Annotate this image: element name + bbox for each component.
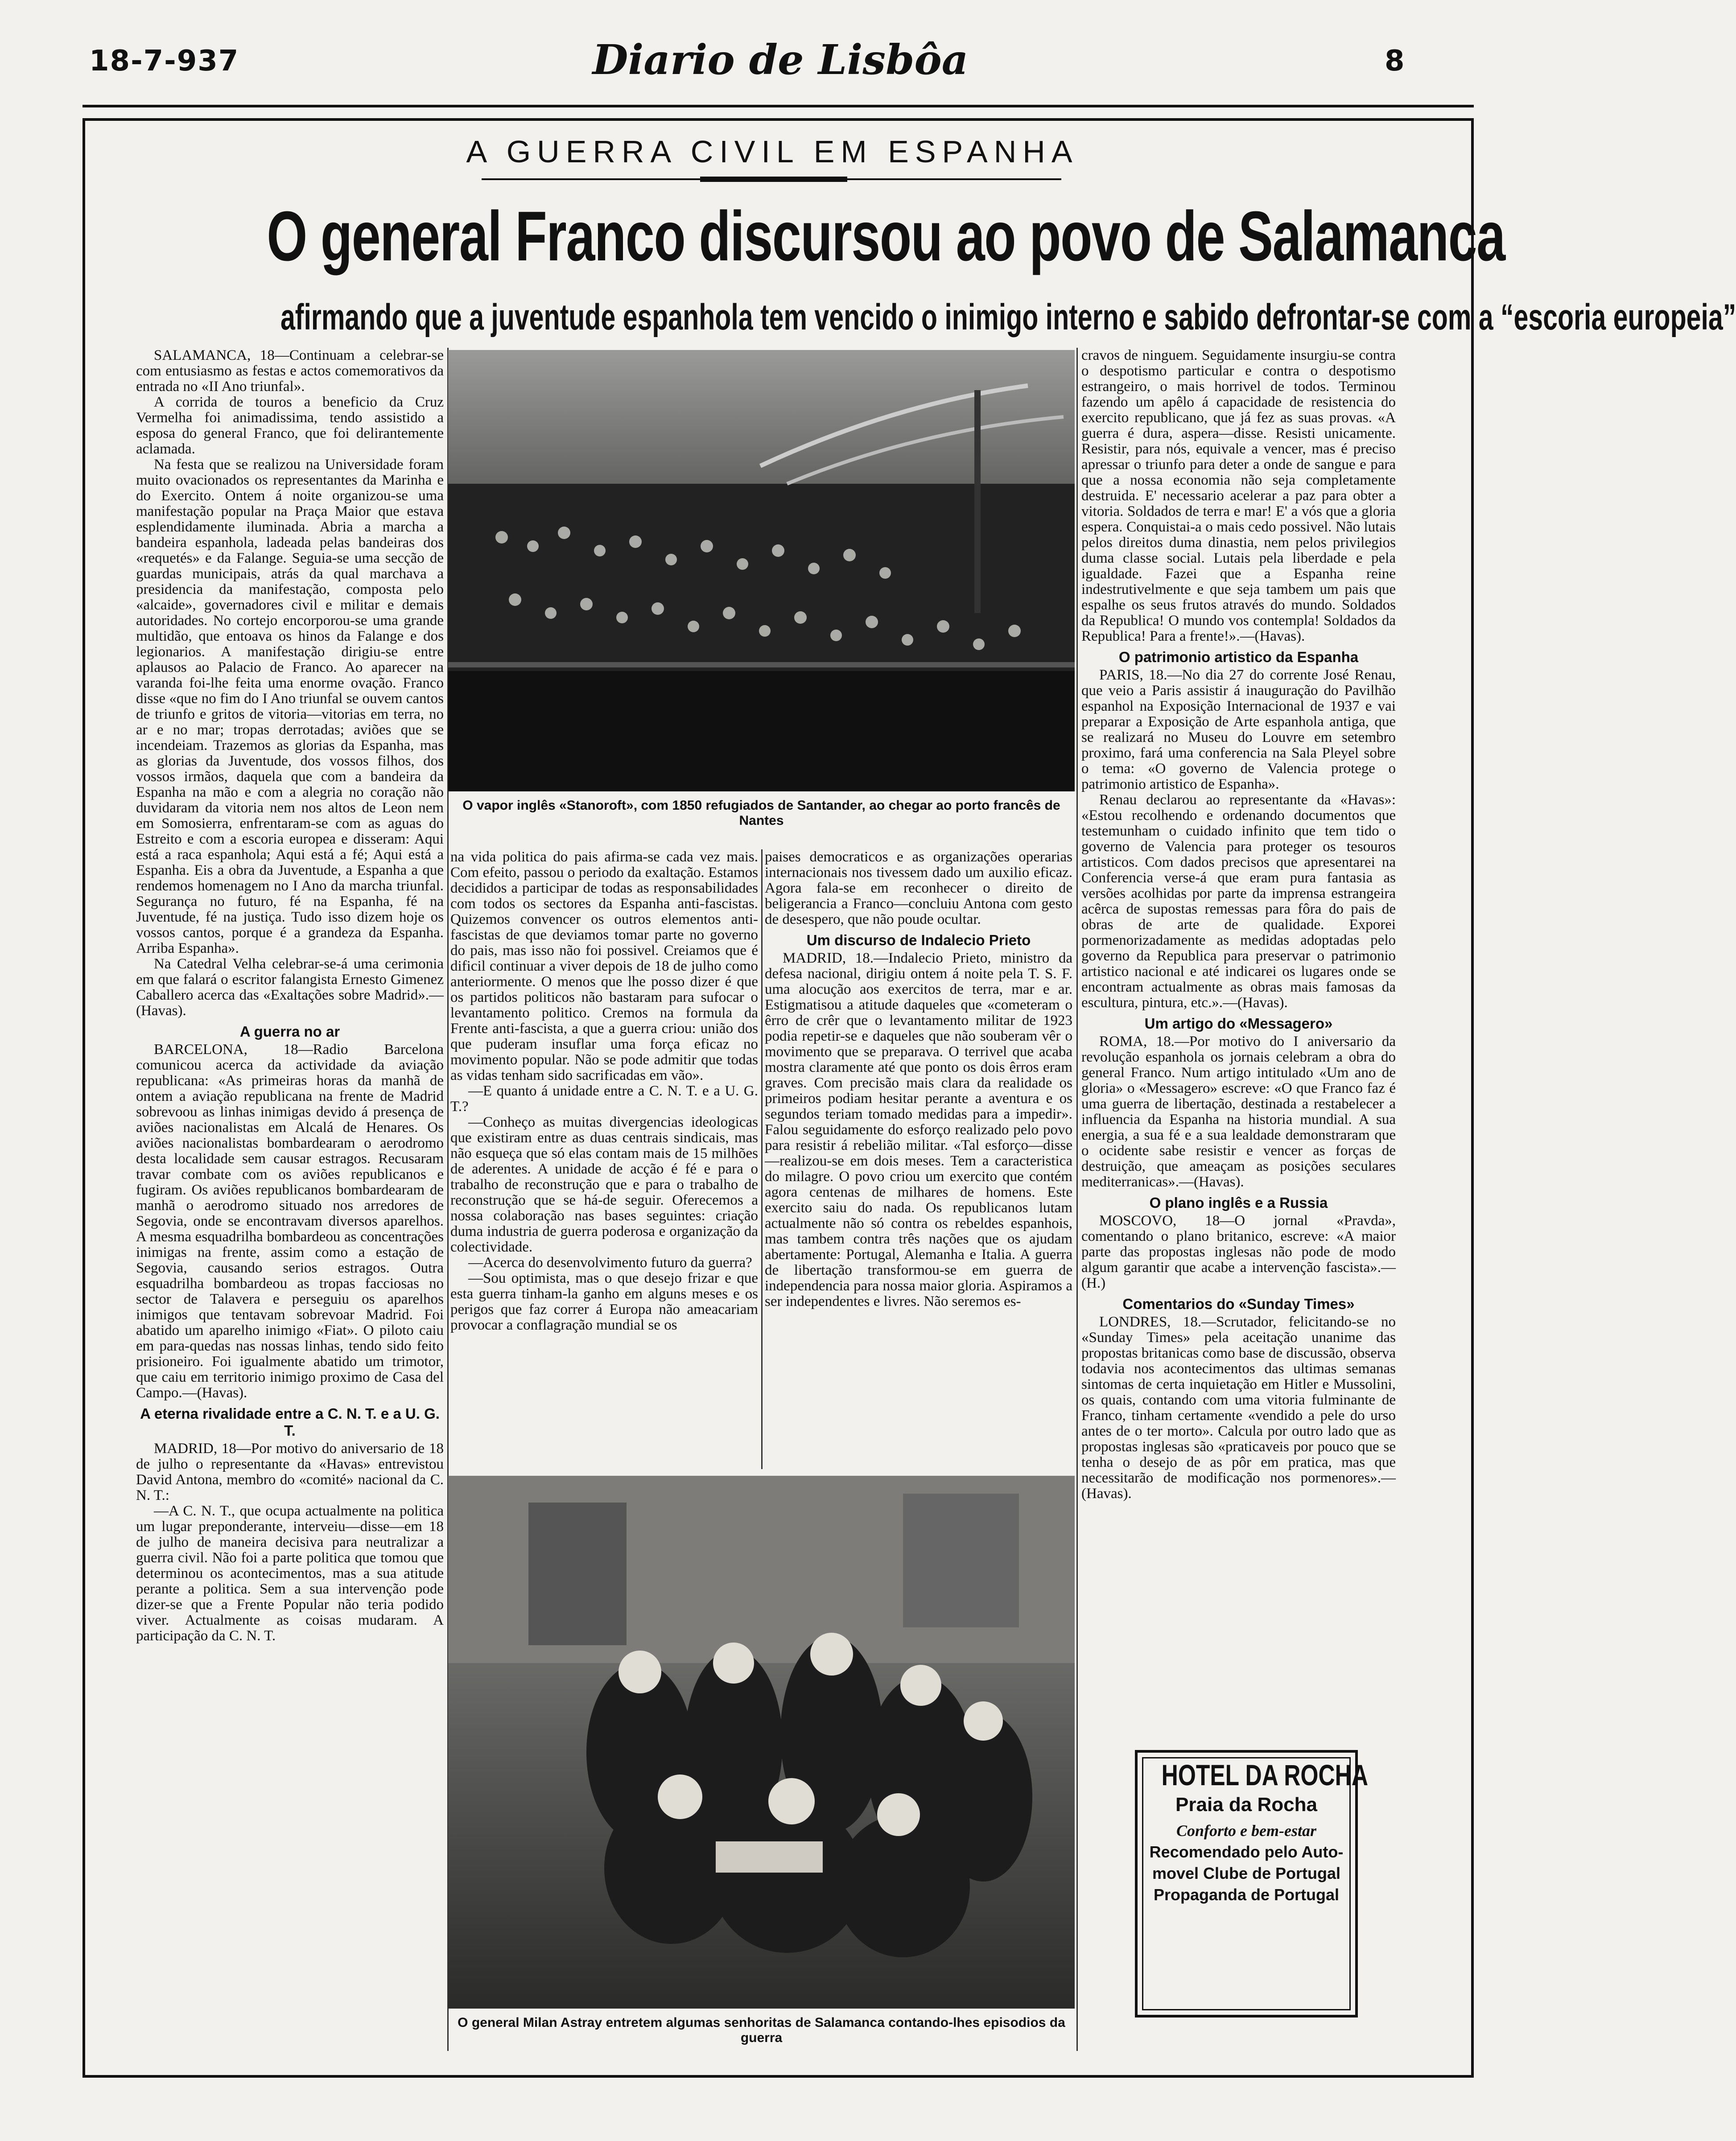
col2-paragraph-4: —Acerca do desenvolvimento futuro da guerra? — [468, 1255, 752, 1271]
col2-paragraph-2: —E quanto á unidade entre a C. N. T. e a U. G. T.? — [450, 1083, 758, 1115]
column-divider-3 — [1076, 348, 1078, 2051]
masthead-title: Diario de Lisbôa — [592, 36, 969, 84]
column-2 — [450, 849, 758, 1469]
ad-line-1: Recomendado pelo Auto- — [1149, 1843, 1344, 1861]
col3-paragraph-1: paises democraticos e as organizações operarias internacionais nos tivessem dado um auxilio eficaz. Agora fala-se em reconhecer o direito de beligerancia a Franco—concluiu Antona com gesto de desespero, que não poude ocultar. — [765, 849, 1072, 927]
col4-paragraph-2: PARIS, 18.—No dia 27 do corrente José Renau, que veio a Paris assistir á inauguração do Pavilhão espanhol na Exposição Internacional de 1937 e vai preparar a Exposição de Arte espanhola antiga, que se realizará no Museu do Louvre em setembro proximo, fará uma conferencia na Sala Pleyel sobre o tema: «O governo de Valencia protege o patrimonio artistico de Espanha». — [1081, 667, 1396, 792]
photo-steamer-refugees — [448, 350, 1075, 791]
ad-inner-border — [1142, 1757, 1368, 2010]
ad-title: HOTEL DA ROCHA — [1161, 1758, 1368, 1791]
col4-paragraph-1: cravos de ninguem. Seguidamente insurgiu-se contra o despotismo particular e contra o despotismo estrangeiro, o mais horrivel de todos. Terminou fazendo um apêlo á capacidade de resistencia do exercito republicano, que já fez as suas provas. «A guerra é dura, aspera—disse. Resisti unicamente. Resistir, para nós, equivale a vencer, mas é preciso apressar o triunfo para deter a onde de sangue e para que a nossa economia não seja completamente destruida. E' necessario acelerar a paz para obter a vitoria. Soldados de terra e mar! E' a vós que a gloria espera. Conquistai-a o mais cedo possivel. Não lutais pelos direitos duma dinastia, nem pelos privilegios duma classe social. Lutais pela liberdade e pela igualdade. Fazei que a Espanha reine indestrutivelmente e que seja tambem um pais que espalhe os seus frutos através do mundo. Soldados da Republica! O mundo vos contempla! Soldados da Republica! Para a frente!».—(Havas). — [1081, 347, 1396, 644]
photo-2-caption: O general Milan Astray entretem algumas senhoritas de Salamanca contando-lhes episodios da guerra — [458, 2015, 1065, 2045]
col2-paragraph-3: —Conheço as muitas divergencias ideologicas que existiram entre as duas centrais sindicais, mas não esqueça que só elas contam mais de 15 milhões de aderentes. A unidade de acção é fé e para o trabalho de reconstrução que e para o trabalho de reconstrução que se há-de seguir. Oferecemos a nossa colaboração nas bases seguintes: criação duma industria de guerra poderosa e organização da colectividade. — [450, 1114, 758, 1255]
ad-tagline: Conforto e bem-estar — [1176, 1822, 1316, 1840]
photo-milan-astray — [448, 1476, 1075, 2009]
steamer-photo-image — [448, 350, 1075, 791]
page-number: 8 — [1385, 45, 1405, 78]
col3-subheading-prieto: Um discurso de Indalecio Prieto — [806, 932, 1031, 948]
col2-paragraph-5: —Sou optimista, mas o que desejo frizar e que esta guerra tinham-la ganho em alguns meses e os perigos que faz correr á Europa não ameacariam provocar a conflagração mundial se os — [450, 1270, 758, 1333]
col4-subheading-plano-ingles: O plano inglês e a Russia — [1149, 1194, 1328, 1211]
col4-paragraph-3: Renau declarou ao representante da «Havas»: «Estou recolhendo e ordenando documentos que testemunham o cuidado infinito que tem tido o governo de Valencia para proteger os tesouros artisticos. Com dados precisos que apresentarei na Conferencia verse-á que eram pura fantasia as versões acolhidas por parte da imprensa estrangeira acêrca de supostas remessas para fôra do pais de obras de arte de qualidade. Exporei pormenorizadamente as medidas adoptadas pelo governo da Republica para preservar o patrimonio artistico nacional e até indicarei os lugares onde se encontram actualmente as obras mais famosas da escultura, pintura, etc.».—(Havas). — [1081, 792, 1396, 1011]
col4-paragraph-4: ROMA, 18.—Por motivo do I aniversario da revolução espanhola os jornais celebram a obra do general Franco. Num artigo intitulado «Um ano de gloria» o «Messagero» escreve: «O que Franco faz é uma guerra de libertação, destinada a restabelecer a influencia da Espanha na historia mundial. A sua energia, a sua fé e a sua lealdade demonstraram que o ocidente sabe resistir e vencer as forças de destruição, que ameaçam as posições seculares mediterranicas».—(Havas). — [1081, 1033, 1396, 1190]
masthead-date: 18-7-937 — [89, 45, 239, 78]
col1-paragraph-1: SALAMANCA, 18—Continuam a celebrar-se com entusiasmo as festas e actos comemorativos da entrada no «II Ano triunfal». — [136, 347, 444, 395]
photo-1-caption: O vapor inglês «Stanoroft», com 1850 refugiados de Santander, ao chegar ao porto francês de Nantes — [462, 798, 1060, 828]
col1-subheading-cnt-ugt: A eterna rivalidade entre a C. N. T. e a U. G. T. — [140, 1405, 440, 1439]
ad-location: Praia da Rocha — [1175, 1794, 1317, 1816]
col3-paragraph-2: MADRID, 18.—Indalecio Prieto, ministro da defesa nacional, dirigiu ontem á noite pela T. S. F. uma alocução aos exercitos de terra, mar e ar. Estigmatisou a atitude daqueles que «cometeram o êrro de crêr que o levantamento militar de 1923 podia repetir-se e daqueles que não souberam vêr o movimento que se preparava. O terrivel que acaba mostra claramente até que ponto os dois êrros eram graves. Com precisão mais clara da realidade os primeiros podiam hesitar perante a aventura e os segundos teriam tomado medidas para a impedir». Falou seguidamente do esforço realizado pelo povo para resistir á rebelião militar. «Tal esforço—disse—realizou-se em dois meses. Tem a caracteristica do milagre. O povo criou um exercito que contém agora centenas de milhares de homens. Este exercito saiu do nada. Os republicanos lutam actualmente não só contra os rebeldes espanhois, mas tambem contra três nações que os ajudam abertamente: Portugal, Alemanha e Italia. A guerra de libertação transformou-se em guerra de independencia para nossa maior gloria. Aspiramos a ser independentes e livres. Não seremos es- — [765, 950, 1072, 1309]
headline: O general Franco discursou ao povo de Salamanca — [267, 197, 1505, 276]
col4-paragraph-6: LONDRES, 18.—Scrutador, felicitando-se no «Sunday Times» pela aceitação unanime das propostas britanicas como base de discussão, observa todavia nos acontecimentos das ultimas semanas sintomas de certa inquietação em Hitler e Mussolini, os quais, contando com uma vitoria fulminante de Franco, tinham certamente «vendido a pele do urso antes de o ter morto». Calcula por outro lado que as propostas inglesas são «praticaveis por pouco que se tenha o desejo de as pôr em pratica, mas que necessitarão de modificação nos pormenores».—(Havas). — [1081, 1314, 1396, 1502]
ad-line-3: Propaganda de Portugal — [1153, 1886, 1340, 1904]
col1-subheading-air-war: A guerra no ar — [239, 1023, 340, 1040]
subheadline: afirmando que a juventude espanhola tem vencido o inimigo interno e sabido defrontar-se com a “escoria europeia” — [280, 297, 1736, 338]
milan-astray-photo-image — [448, 1476, 1075, 2009]
col1-paragraph-6: MADRID, 18—Por motivo do aniversario de 18 de julho o representante da «Havas» entrevistou David Antona, membro do «comité» nacional da C. N. T.: — [136, 1441, 444, 1503]
column-divider-2 — [761, 849, 763, 1469]
ad-line-2: movel Clube de Portugal — [1152, 1864, 1341, 1882]
col4-subheading-sunday-times: Comentarios do «Sunday Times» — [1122, 1296, 1355, 1312]
column-3 — [765, 849, 1072, 1469]
article-kicker: A GUERRA CIVIL EM ESPANHA — [466, 134, 1079, 169]
col4-paragraph-5: MOSCOVO, 18—O jornal «Pravda», comentando o plano britanico, escreve: «A maior parte das propostas inglesas não pode de modo algum garantir que acabe a intervenção fascista».—(H.) — [1081, 1213, 1396, 1291]
kicker-rule-bold — [700, 177, 847, 182]
col1-paragraph-3: Na festa que se realizou na Universidade foram muito ovacionados os representantes da Marinha e do Exercito. Ontem á noite organizou-se uma manifestação popular na Praça Maior que estava esplendidamente iluminada. Abria a marcha a bandeira espanhola, ladeada pelas bandeiras dos «requetés» e da Falange. Seguia-se uma secção de guardas municipais, atrás da qual marchava a presidencia da manifestação, composta pelo «alcaide», governadores civil e militar e demais autoridades. No cortejo encorporou-se uma grande multidão, que entoava os hinos da Falange e dos legionarios. A manifestação dirigiu-se entre aplausos ao Palacio de Franco. Ao aparecer na varanda foi-lhe feita uma enorme ovação. Franco disse «que no fim do I Ano triunfal se ouvem cantos de triunfo e gritos de vitoria—vitorias em terra, no ar e no mar; tropas derrotadas; aviões que se incendeiam. Trazemos as glorias da Espanha, mas as glorias da Juventude, dos vossos filhos, dos vossos irmãos, daquela que com a bandeira da Espanha na mão e com a alegria no coração não duvidaram da vitoria nem nos altos de Leon nem em Somosierra, enfrentaram-se com as aguas do Estreito e com a escoria europea e disseram: Aqui está a raca espanhola; Aqui está a fé; Aqui está a Espanha. Eis a obra da Juventude, a Espanha a que rendemos homenagem no I Ano da marcha triunfal. Segurança no futuro, fé na Espanha, fé na Juventude, fé na justiça. Tudo isso dizem hoje os vossos cantos, porque é a grandeza da Espanha. Arriba Espanha». — [136, 457, 444, 956]
column-4 — [1081, 348, 1396, 1743]
col1-paragraph-4: Na Catedral Velha celebrar-se-á uma cerimonia em que falará o escritor falangista Ernesto Gimenez Caballero acerca das «Exaltações sobre Madrid».—(Havas). — [136, 956, 444, 1019]
hotel-advertisement — [1135, 1750, 1368, 2017]
col4-subheading-patrimonio: O patrimonio artistico da Espanha — [1118, 649, 1359, 665]
masthead-rule — [82, 105, 1474, 107]
col4-subheading-messagero: Um artigo do «Messagero» — [1144, 1015, 1333, 1032]
col1-paragraph-2: A corrida de touros a beneficio da Cruz Vermelha foi animadissima, tendo assistido a esposa do general Franco, que foi delirantemente aclamada. — [136, 394, 444, 457]
column-1 — [136, 348, 444, 2051]
col1-paragraph-7: —A C. N. T., que ocupa actualmente na politica um lugar preponderante, interveiu—disse—em 18 de julho de maneira decisiva para neutralizar a guerra civil. Não foi a parte politica que tomou que determinou os acontecimentos, mas a sua atitude perante a politica. Sem a sua intervenção pode dizer-se que a Frente Popular não teria podido viver. Actualmente as coisas mudaram. A participação da C. N. T. — [136, 1503, 444, 1644]
col2-paragraph-1: na vida politica do pais afirma-se cada vez mais. Com efeito, passou o periodo da exaltação. Estamos decididos a participar de todas as responsabilidades com todos os sectores da Espanha anti-fascistas. Quizemos convencer os outros elementos anti-fascistas de que deviamos tomar parte no governo do pais, mas isso não foi possivel. Creiamos que é dificil continuar a viver depois de 18 de julho como anteriormente. O menos que lhe posso dizer é que os partidos politicos não bastaram para sufocar o levantamento politico. Cremos na formula da Frente anti-fascista, a que a guerra criou: união dos que puderam insuflar uma força eficaz no movimento popular. Não se pode admitir que todas as vidas tenham sido sacrificadas em vão». — [450, 849, 758, 1083]
col1-paragraph-5: BARCELONA, 18—Radio Barcelona comunicou acerca da actividade da aviação republicana: «As primeiras horas da manhã de ontem a aviação republicana na frente de Madrid sobrevoou as linhas inimigas devido á presença de aviões nacionalistas em Alcalá de Henares. Os aviões nacionalistas bombardearam o aerodromo desta localidade sem causar estragos. Recusaram travar combate com os aviões republicanos e fugiram. Os aviões republicanos bombardearam de manhã o aerodromo situado nos arredores de Segovia, onde se encontravam diversos aparelhos. A mesma esquadrilha bombardeou as concentrações inimigas na frente, assim como a estação de Segovia, causando serios estragos. Outra esquadrilha bombardeou as tropas facciosas no sector de Talavera e perseguiu os aparelhos inimigos que tentavam sobrevoar Madrid. Foi abatido um aparelho inimigo «Fiat». O piloto caiu em para-quedas nas nossas linhas, tendo sido feito prisioneiro. Foi igualmente abatido um trimotor, que caiu em territorio inimigo proximo de Casa del Campo.—(Havas). — [136, 1042, 444, 1401]
